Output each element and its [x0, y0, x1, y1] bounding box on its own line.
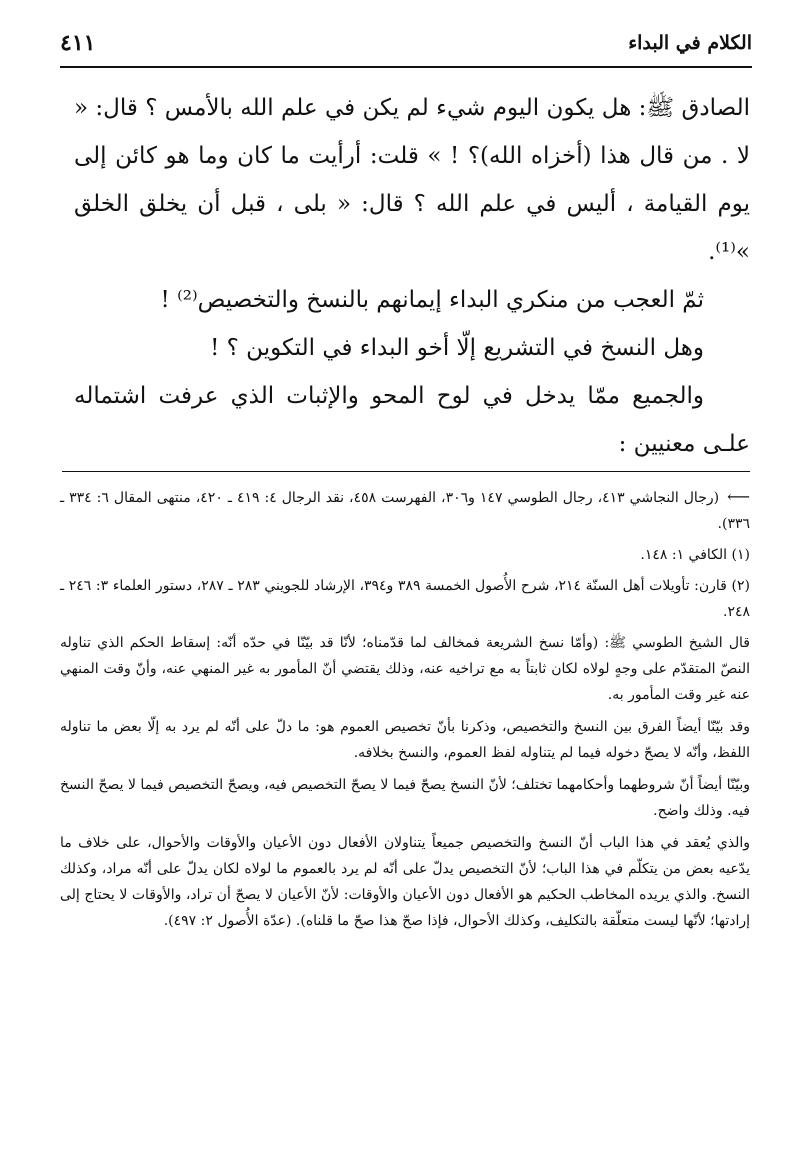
paragraph: الصادق ﷺ: هل يكون اليوم شيء لم يكن في علم الله بالأمس ؟ قال: « لا . من قال هذا (أخزاه الله)؟ ! » قلت: أرأيت ما كان وما هو كائن إلى يوم القيامة ، أليس في علم الله ؟ قال: « بلى ، قبل أن يخلق الخلق »⁽¹⁾.: [74, 95, 750, 265]
main-text: [74, 84, 750, 468]
paragraph: ثمّ العجب من منكري البداء إيمانهم بالنسخ والتخصيص⁽²⁾ !: [160, 287, 704, 313]
footnote-continuation-text: (رجال النجاشي ٤١٣، رجال الطوسي ١٤٧ و٣٠٦، الفهرست ٤٥٨، نقد الرجال ٤: ٤١٩ ـ ٤٢٠، منتهى المقال ٦: ٣٣٤ ـ ٣٣٦).: [60, 490, 750, 532]
running-title: الكلام في البداء: [628, 32, 752, 54]
footnote-1: (١) الكافي ١: ١٤٨.: [640, 547, 750, 563]
footnote-separator: [62, 471, 750, 472]
page-number: ٤١١: [60, 30, 96, 56]
footnote-quote-paragraph: قال الشيخ الطوسي ﷺ: (وأمّا نسخ الشريعة فمخالف لما قدّمناه؛ لأنّا قد بيّنّا في حدّه أنّه: إسقاط الحكم الذي تناوله النصّ المتقدّم على وجهٍ لولاه لكان ثابتاً به مع تراخيه عنه، وذلك يقتضي أنّ المأمور به غير المنهي عنه، وأنّ وقت المنهي عنه غير وقت المأمور به.: [60, 635, 750, 703]
footnote-continuation: [60, 484, 750, 537]
footnote-quote-paragraph: والذي يُعقد في هذا الباب أنّ النسخ والتخصيص جميعاً يتناولان الأفعال دون الأعيان والأوقات والأحوال، على خلاف ما يدّعيه بعض من يتكلّم في هذا الباب؛ لأنّ التخصيص يدلّ على أنّه لم يرد بالعموم ما لولاه لكان يدلّ على أنّه مراد، وكذلك النسخ. والذي يريده المخاطب الحكيم هو الأفعال دون الأعيان والأوقات: لأنّ الأعيان لا يصحّ أن تراد، والأوقات لا يحتاج إلى إرادتها؛ لأنّها ليست متعلّقة بالتكليف، وكذلك الأحوال، فإذا صحّ هذا صحّ ما قلناه). (عدّة الأُصول ٢: ٤٩٧).: [60, 835, 750, 929]
page-header: [60, 30, 752, 68]
footnotes: [60, 484, 750, 940]
footnote-quote-paragraph: وقد بيّنّا أيضاً الفرق بين النسخ والتخصيص، وذكرنا بأنّ تخصيص العموم هو: ما دلّ على أنّه لم يرد به إلّا بعض ما تناوله اللفظ، وأنّه لا يصحّ دخوله فيما لم يتناوله لفظ العموم، والنسخ بخلافه.: [60, 719, 750, 761]
paragraph: والجميع ممّا يدخل في لوح المحو والإثبات الذي عرفت اشتماله علـى معنيين :: [74, 383, 750, 457]
continuation-arrow-icon: ⟵: [727, 487, 751, 506]
footnote-2: (٢) قارن: تأويلات أهل السنّة ٢١٤، شرح الأُصول الخمسة ٣٨٩ و٣٩٤، الإرشاد للجويني ٢٨٣ ـ ٢٨٧، دستور العلماء ٣: ٢٤٦ ـ ٢٤٨.: [60, 578, 750, 620]
footnote-quote-paragraph: وبيّنّا أيضاً أنّ شروطهما وأحكامهما تختلف؛ لأنّ النسخ يصحّ فيما لا يصحّ التخصيص فيه، ويصحّ التخصيص فيما لا يصحّ النسخ فيه. وذلك واضح.: [60, 777, 750, 819]
paragraph: وهل النسخ في التشريع إلّا أخو البداء في التكوين ؟ !: [210, 335, 704, 361]
